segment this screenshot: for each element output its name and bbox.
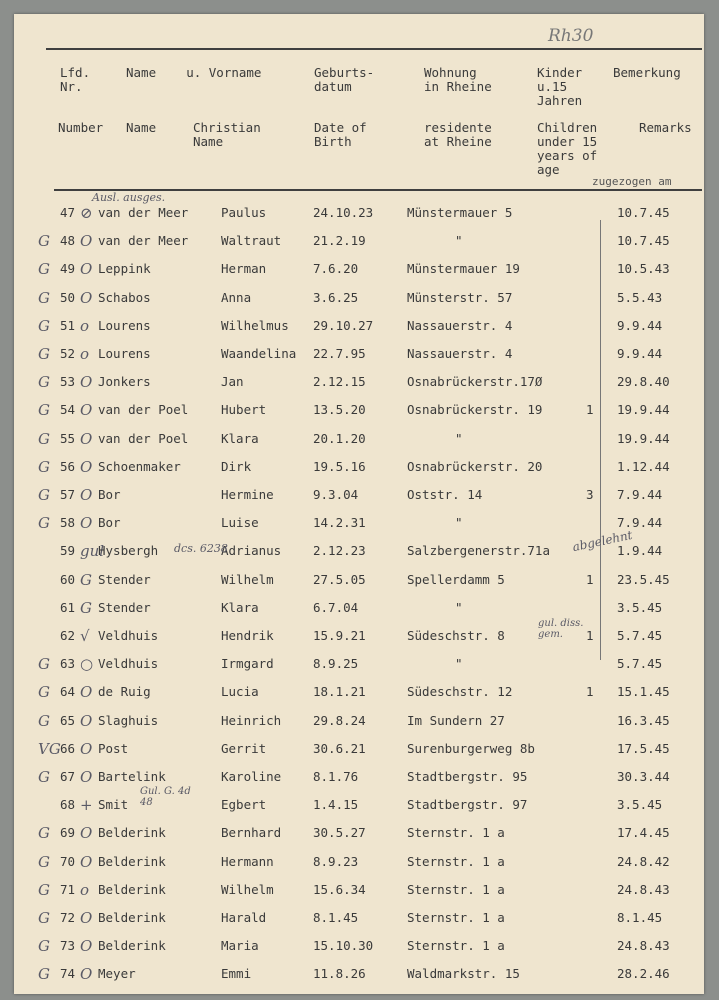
row-birth-date: 8.9.25 (313, 656, 359, 672)
row-check-mark: O (80, 486, 93, 504)
row-number: 62 (60, 628, 76, 643)
row-margin-mark: G (38, 316, 50, 335)
row-address: Osnabrückerstr.17Ø (407, 374, 543, 390)
row-address: Osnabrückerstr. 19 (407, 402, 543, 418)
row-number: 47 (60, 205, 76, 220)
row-first-name: Waltraut (221, 233, 282, 249)
row-remark: 7.9.44 (617, 487, 663, 502)
row-first-name: Heinrich (221, 712, 282, 728)
row-number: 72 (60, 910, 76, 925)
row-remark: 8.1.45 (617, 910, 663, 925)
row-margin-mark: G (38, 260, 50, 279)
row-birth-date: 29.10.27 (313, 317, 374, 333)
row-birth-date: 15.6.34 (313, 881, 366, 897)
row-remark: 29.8.40 (617, 374, 670, 390)
row-address: Sternstr. 1 a (407, 910, 505, 925)
row-surname: Belderink (98, 881, 166, 897)
row-birth-date: 27.5.05 (313, 571, 366, 587)
row-remark: 5.5.43 (617, 289, 663, 305)
row-margin-mark: G (38, 909, 50, 927)
row-birth-date: 8.1.45 (313, 910, 359, 925)
annotation-row68: Gul. G. 4d 48 (140, 786, 191, 808)
row-margin-mark: G (38, 880, 50, 899)
row-check-mark: o (80, 880, 90, 899)
row-address: Im Sundern 27 (407, 712, 505, 728)
row-surname: van der Poel (98, 402, 189, 418)
row-surname: Schoenmaker (98, 458, 181, 474)
row-address: " (455, 430, 463, 446)
row-number: 55 (60, 430, 76, 446)
row-children: 1 (586, 571, 594, 587)
row-surname: van der Meer (98, 205, 189, 220)
row-first-name: Egbert (221, 797, 267, 813)
row-surname: Smit (98, 797, 129, 813)
row-first-name: Waandelina (221, 346, 297, 361)
row-check-mark: O (80, 683, 93, 702)
top-rule (46, 48, 702, 50)
row-check-mark: O (80, 711, 93, 730)
row-surname: Stender (98, 571, 151, 587)
row-birth-date: 20.1.20 (313, 430, 366, 446)
row-remark: 3.5.45 (617, 797, 663, 813)
row-address: Salzbergenerstr.71a (407, 543, 550, 559)
row-remark: 1.9.44 (617, 543, 663, 559)
row-remark: 3.5.45 (617, 599, 663, 615)
row-address: Waldmarkstr. 15 (407, 966, 520, 982)
row-number: 57 (60, 487, 76, 502)
row-birth-date: 3.6.25 (313, 289, 359, 305)
row-number: 52 (60, 346, 76, 361)
header-bemerkung: Bemerkung (613, 65, 681, 80)
row-first-name: Karoline (221, 769, 282, 784)
row-surname: Slaghuis (98, 712, 159, 728)
row-number: 71 (60, 881, 76, 897)
row-check-mark: O (80, 232, 93, 251)
row-address: Sternstr. 1 a (407, 853, 505, 869)
row-check-mark: G (80, 598, 92, 617)
row-address: Spellerdamm 5 (407, 571, 505, 587)
row-surname: Leppink (98, 261, 151, 277)
row-number: 61 (60, 599, 76, 615)
row-children: 3 (586, 487, 594, 502)
row-surname: Jonkers (98, 374, 151, 390)
row-surname: van der Meer (98, 233, 189, 249)
row-birth-date: 14.2.31 (313, 515, 366, 531)
row-first-name: Bernhard (221, 825, 282, 841)
row-number: 49 (60, 261, 76, 277)
row-address: Sternstr. 1 a (407, 881, 505, 897)
row-remark: 7.9.44 (617, 515, 663, 531)
row-check-mark: O (80, 373, 93, 392)
row-birth-date: 18.1.21 (313, 684, 366, 700)
row-remark: 9.9.44 (617, 317, 663, 333)
row-number: 59 (60, 543, 76, 559)
row-birth-date: 2.12.15 (313, 374, 366, 390)
header-zugezogen: zugezogen am (592, 175, 672, 188)
row-remark: 15.1.45 (617, 684, 670, 700)
row-birth-date: 29.8.24 (313, 712, 366, 728)
row-surname: Lourens (98, 346, 151, 361)
row-remark: 1.12.44 (617, 458, 670, 474)
row-surname: Bartelink (98, 769, 166, 784)
row-margin-mark: G (38, 655, 50, 674)
row-remark: 24.8.43 (617, 881, 670, 897)
row-first-name: Hubert (221, 402, 267, 418)
row-check-mark: O (80, 514, 93, 533)
row-margin-mark: G (38, 852, 50, 871)
row-remark: 16.3.45 (617, 712, 670, 728)
row-surname: Hysbergh (98, 543, 159, 559)
row-address: Sternstr. 1 a (407, 825, 505, 841)
row-margin-mark: G (38, 768, 50, 786)
row-margin-mark: G (38, 373, 50, 392)
row-birth-date: 24.10.23 (313, 205, 374, 220)
row-surname: van der Poel (98, 430, 189, 446)
reference-mark: Rh30 (548, 26, 594, 46)
row-remark: 9.9.44 (617, 346, 663, 361)
row-first-name: Luise (221, 515, 259, 531)
row-remark: 5.7.45 (617, 628, 663, 643)
row-surname: Meyer (98, 966, 136, 982)
row-surname: Belderink (98, 938, 166, 954)
row-check-mark: gul (80, 542, 105, 561)
header-number: Number (58, 120, 104, 135)
row-first-name: Jan (221, 374, 244, 390)
row-number: 69 (60, 825, 76, 841)
row-check-mark: O (80, 909, 93, 927)
row-address: Südeschstr. 12 (407, 684, 513, 700)
header-name-en: Name (126, 120, 157, 135)
annotation-row59b: abgelehnt (571, 527, 634, 555)
row-check-mark: o (80, 316, 90, 335)
row-remark: 17.5.45 (617, 740, 670, 756)
row-first-name: Hermann (221, 853, 274, 869)
row-birth-date: 30.5.27 (313, 825, 366, 841)
row-check-mark: O (80, 739, 93, 758)
row-remark: 28.2.46 (617, 966, 670, 982)
row-surname: Belderink (98, 910, 166, 925)
row-number: 54 (60, 402, 76, 418)
row-children: 1 (586, 628, 594, 643)
row-birth-date: 11.8.26 (313, 966, 366, 982)
row-children: 1 (586, 402, 594, 418)
row-margin-mark: G (38, 683, 50, 702)
row-check-mark: O (80, 965, 93, 984)
row-birth-date: 8.9.23 (313, 853, 359, 869)
row-margin-mark: G (38, 345, 50, 363)
row-first-name: Harald (221, 910, 267, 925)
row-first-name: Lucia (221, 684, 259, 700)
row-first-name: Anna (221, 289, 252, 305)
annotation-row62: gul. diss. gem. (538, 618, 584, 640)
row-remark: 24.8.42 (617, 853, 670, 869)
row-check-mark: O (80, 768, 93, 786)
row-surname: Belderink (98, 825, 166, 841)
row-number: 70 (60, 853, 76, 869)
row-birth-date: 7.6.20 (313, 261, 359, 277)
row-remark: 23.5.45 (617, 571, 670, 587)
header-name-vorname: Name u. Vorname (126, 65, 262, 80)
row-remark: 5.7.45 (617, 656, 663, 672)
row-remark: 17.4.45 (617, 825, 670, 841)
row-margin-mark: G (38, 232, 50, 251)
row-address: " (455, 515, 463, 531)
annotation-row59: dcs. 6238 (174, 542, 228, 555)
row-address: Stadtbergstr. 95 (407, 769, 528, 784)
row-surname: Schabos (98, 289, 151, 305)
row-remark: 10.5.43 (617, 261, 670, 277)
row-number: 56 (60, 458, 76, 474)
row-address: Nassauerstr. 4 (407, 346, 513, 361)
row-margin-mark: G (38, 711, 50, 730)
row-birth-date: 6.7.04 (313, 599, 359, 615)
row-remark: 19.9.44 (617, 430, 670, 446)
row-margin-mark: G (38, 514, 50, 533)
row-birth-date: 19.5.16 (313, 458, 366, 474)
row-margin-mark: G (38, 457, 50, 476)
row-remark: 19.9.44 (617, 402, 670, 418)
row-address: Sternstr. 1 a (407, 938, 505, 954)
header-remarks: Remarks (639, 120, 692, 135)
row-surname: Lourens (98, 317, 151, 333)
row-first-name: Hermine (221, 487, 274, 502)
row-first-name: Emmi (221, 966, 252, 982)
row-first-name: Gerrit (221, 740, 267, 756)
row-number: 66 (60, 740, 76, 756)
row-first-name: Wilhelmus (221, 317, 289, 333)
row-check-mark: O (80, 288, 93, 307)
row-number: 64 (60, 684, 76, 700)
row-check-mark: o (80, 345, 90, 363)
row-surname: Post (98, 740, 129, 756)
row-check-mark: O (80, 401, 93, 420)
row-first-name: Irmgard (221, 656, 274, 672)
row-address: Südeschstr. 8 (407, 628, 505, 643)
row-check-mark: O (80, 429, 93, 448)
row-number: 67 (60, 769, 76, 784)
row-number: 53 (60, 374, 76, 390)
header-residence: residente at Rheine (424, 120, 492, 149)
row-birth-date: 15.9.21 (313, 628, 366, 643)
row-first-name: Wilhelm (221, 881, 274, 897)
row-number: 74 (60, 966, 76, 982)
pencil-line (600, 220, 601, 660)
row-check-mark: √ (80, 627, 90, 645)
row-margin-mark: VG (38, 739, 61, 758)
row-birth-date: 8.1.76 (313, 769, 359, 784)
row-number: 58 (60, 515, 76, 531)
row-check-mark: O (80, 824, 93, 843)
row-first-name: Adrianus (221, 543, 282, 559)
row-birth-date: 30.6.21 (313, 740, 366, 756)
row-surname: Belderink (98, 853, 166, 869)
row-margin-mark: G (38, 824, 50, 843)
header-kinder: Kinder u.15 Jahren (537, 65, 583, 108)
row-surname: de Ruig (98, 684, 151, 700)
row-remark: 24.8.43 (617, 938, 670, 954)
row-check-mark: + (80, 796, 93, 815)
row-number: 50 (60, 289, 76, 305)
row-address: Stadtbergstr. 97 (407, 797, 528, 813)
row-address: Oststr. 14 (407, 487, 483, 502)
row-number: 68 (60, 797, 76, 813)
row-surname: Veldhuis (98, 656, 159, 672)
row-address: Münsterstr. 57 (407, 289, 513, 305)
row-check-mark: O (80, 457, 93, 476)
row-remark: 10.7.45 (617, 205, 670, 220)
row-margin-mark: G (38, 429, 50, 448)
row-birth-date: 21.2.19 (313, 233, 366, 249)
row-margin-mark: G (38, 486, 50, 504)
row-birth-date: 13.5.20 (313, 402, 366, 418)
row-surname: Stender (98, 599, 151, 615)
row-first-name: Maria (221, 938, 259, 954)
row-children: 1 (586, 684, 594, 700)
row-surname: Bor (98, 515, 121, 531)
row-address: Osnabrückerstr. 20 (407, 458, 543, 474)
row-surname: Veldhuis (98, 628, 159, 643)
row-number: 63 (60, 656, 76, 672)
row-number: 51 (60, 317, 76, 333)
row-address: Münstermauer 19 (407, 261, 520, 277)
row-check-mark: O (80, 937, 93, 956)
row-first-name: Dirk (221, 458, 252, 474)
row-address: " (455, 656, 463, 672)
row-first-name: Wilhelm (221, 571, 274, 587)
row-number: 65 (60, 712, 76, 728)
row-birth-date: 2.12.23 (313, 543, 366, 559)
annotation-row47: Ausl. ausges. (92, 191, 166, 204)
row-first-name: Hendrik (221, 628, 274, 643)
row-check-mark: O (80, 852, 93, 871)
header-wohnung: Wohnung in Rheine (424, 65, 492, 94)
row-margin-mark: G (38, 965, 50, 984)
row-first-name: Herman (221, 261, 267, 277)
row-number: 60 (60, 571, 76, 587)
header-date-of-birth: Date of Birth (314, 120, 367, 149)
row-birth-date: 22.7.95 (313, 346, 366, 361)
row-address: " (455, 233, 463, 249)
row-address: Münstermauer 5 (407, 205, 513, 220)
row-check-mark: ○ (80, 655, 94, 674)
header-lfd-nr: Lfd. Nr. (60, 65, 91, 94)
header-children: Children under 15 years of age (537, 120, 598, 177)
row-birth-date: 15.10.30 (313, 938, 374, 954)
row-margin-mark: G (38, 288, 50, 307)
row-address: Surenburgerweg 8b (407, 740, 535, 756)
row-birth-date: 1.4.15 (313, 797, 359, 813)
header-geburtsdatum: Geburts- datum (314, 65, 375, 94)
row-check-mark: O (80, 260, 93, 279)
row-number: 73 (60, 938, 76, 954)
row-remark: 30.3.44 (617, 769, 670, 784)
row-surname: Bor (98, 487, 121, 502)
header-christian-name: Christian Name (193, 120, 261, 149)
row-number: 48 (60, 233, 76, 249)
row-check-mark: G (80, 570, 92, 589)
row-birth-date: 9.3.04 (313, 487, 359, 502)
row-first-name: Klara (221, 599, 259, 615)
row-first-name: Klara (221, 430, 259, 446)
row-check-mark: ⊘ (80, 204, 93, 222)
row-first-name: Paulus (221, 205, 267, 220)
row-remark: 10.7.45 (617, 233, 670, 249)
row-address: Nassauerstr. 4 (407, 317, 513, 333)
row-address: " (455, 599, 463, 615)
row-margin-mark: G (38, 401, 50, 420)
row-margin-mark: G (38, 937, 50, 956)
